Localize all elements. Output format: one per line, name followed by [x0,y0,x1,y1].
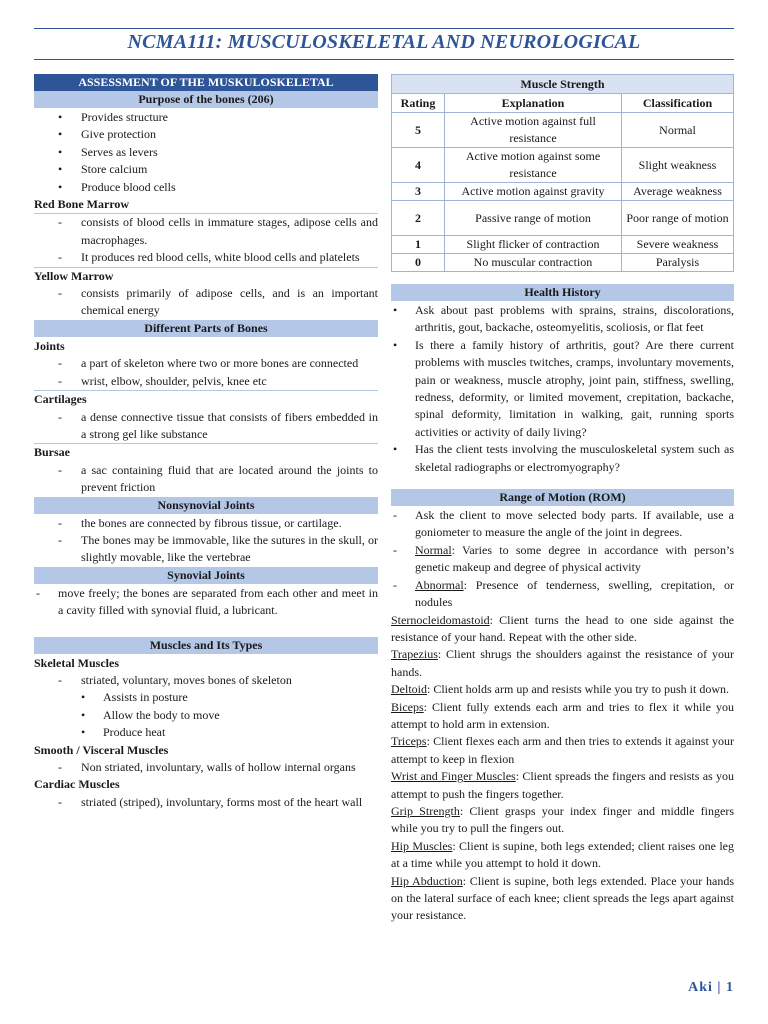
list-item [391,542,734,577]
test-paragraph [391,838,734,873]
test-text: : Client turns the head to one side against the resistance of your hand. Repeat with the other side. [391,612,734,644]
table-row [392,236,734,254]
table-row [392,183,734,201]
list-item: • Is there a family history of arthritis, gout? Are there current problems with muscles twitches, cramps, involuntary movements, pain or weakness, muscle atrophy, joint pain, stiffness, swelling, redness, deformity, or limited movement, crepitation, backache, spinal deformity, limitation in walking, gait, running sports activities or activity of daily living? [391,337,734,441]
heading-skeletal-muscles: Skeletal Muscles [34,655,119,670]
test-text: : Client is supine, both legs extended. Place your hands on the lateral surface of each knee; client spreads the legs apart against your resistance. [391,873,734,923]
left-column [34,74,378,811]
list-item: - a sac containing fluid that are located around the joints to prevent friction [34,462,378,497]
list-item: • Assists in posture [34,689,378,706]
spacer [34,620,378,637]
section-header-nonsynovial: Nonsynovial Joints [34,497,378,515]
right-column [391,74,734,925]
list-item: - consists primarily of adipose cells, and is an important chemical energy [34,285,378,320]
heading-cardiac-muscles: Cardiac Muscles [34,777,120,792]
list-item: - Ask the client to move selected body parts. If available, use a goniometer to measure the angle of the joint in degrees. [391,507,734,542]
list-item: - a part of skeleton where two or more bones are connected [34,355,378,372]
heading-joints: Joints [34,338,65,353]
list-item: • Has the client tests involving the musculoskeletal system such as skeletal radiographs or electromyography? [391,441,734,476]
rom-normal-label: Normal [415,542,452,557]
table-row [392,254,734,272]
test-text: : Client flexes each arm and then tries to extends it against your attempt to keep in flexion [391,734,734,766]
list-item: - It produces red blood cells, white blood cells and platelets [34,249,378,267]
test-paragraph [391,612,734,647]
list-item: • Ask about past problems with sprains, strains, discolorations, arthritis, gout, backache, osteomyelitis, scoliosis, or flat feet [391,302,734,337]
table-cell: No muscular contraction [445,254,622,272]
table-cell: Active motion against some resistance [445,148,622,183]
section-header-assessment: ASSESSMENT OF THE MUSKULOSKELETAL [34,74,378,91]
heading-cartilages: Cartilages [34,392,87,407]
spacer [391,476,734,489]
test-label: Trapezius [391,647,438,662]
muscle-strength-table [391,74,734,272]
table-cell: 4 [392,148,445,183]
test-paragraph [391,699,734,734]
table-header: Explanation [445,94,622,113]
table-cell: Normal [622,113,734,148]
table-cell: 1 [392,236,445,254]
top-rule [34,28,734,29]
table-cell: Average weakness [622,183,734,201]
list-item: - consists of blood cells in immature stages, adipose cells and macrophages. [34,214,378,249]
test-label: Sternocleidomastoid [391,612,490,627]
table-cell: 5 [392,113,445,148]
test-label: Deltoid [391,682,427,697]
spacer [391,272,734,284]
table-cell: Poor range of motion [622,201,734,236]
test-label: Biceps [391,699,424,714]
section-header-parts: Different Parts of Bones [34,320,378,338]
table-cell: Paralysis [622,254,734,272]
table-cell: 3 [392,183,445,201]
heading-smooth-muscles: Smooth / Visceral Muscles [34,742,169,757]
section-header-rom: Range of Motion (ROM) [391,489,734,507]
table-cell: Active motion against gravity [445,183,622,201]
table-cell: Severe weakness [622,236,734,254]
test-label: Hip Abduction [391,873,463,888]
table-cell: 0 [392,254,445,272]
table-header: Classification [622,94,734,113]
table-cell: Slight flicker of contraction [445,236,622,254]
test-label: Wrist and Finger Muscles [391,769,516,784]
list-item: - The bones may be immovable, like the sutures in the skull, or slightly movable, like the vertebrae [34,532,378,567]
page-footer: Aki | 1 [688,980,734,995]
test-paragraph [391,646,734,681]
table-cell: Passive range of motion [445,201,622,236]
list-item: • Produce blood cells [34,179,378,196]
test-text: : Client is supine, both legs extended; client raises one leg at a time while you attempt to hold it down. [391,838,734,871]
section-header-purpose: Purpose of the bones (206) [34,91,378,109]
list-item: • Provides structure [34,109,378,126]
table-caption: Muscle Strength [392,75,734,94]
test-label: Grip Strength [391,803,460,818]
table-cell: 2 [392,201,445,236]
list-item: - Non striated, involuntary, walls of hollow internal organs [34,759,378,776]
section-header-health-history: Health History [391,284,734,302]
test-text: : Client fully extends each arm and tries to flex it while you attempt to hold arm in extension. [391,699,734,731]
list-item: - a dense connective tissue that consists of fibers embedded in a strong gel like substance [34,409,378,445]
test-text: : Client spreads the fingers and resists as you attempt to push the fingers together. [391,769,734,801]
heading-red-bone-marrow: Red Bone Marrow [34,196,378,214]
test-paragraph [391,803,734,838]
list-item: • Allow the body to move [34,707,378,724]
test-text: : Client shrugs the shoulders against the resistance of your hands. [391,647,734,679]
test-paragraph [391,733,734,768]
table-cell: Active motion against full resistance [445,113,622,148]
title-underline [34,59,734,60]
test-label: Triceps [391,734,427,749]
table-row [392,113,734,148]
document-title: NCMA111: MUSCULOSKELETAL AND NEUROLOGICAL [127,31,641,53]
list-item: • Serves as levers [34,144,378,161]
test-text: : Client grasps your index finger and middle fingers while you try to pull the fingers out. [391,803,734,836]
rom-abnormal-text: : Presence of tenderness, swelling, crepitation, or nodules [415,577,734,610]
test-paragraph [391,768,734,803]
list-item: - the bones are connected by fibrous tissue, or cartilage. [34,515,378,532]
rom-abnormal-label: Abnormal [415,577,464,592]
list-item: • Produce heat [34,724,378,741]
rom-normal-text: : Varies to some degree in accordance with person’s genetic makeup and degree of physical activity [415,542,734,575]
test-text: : Client holds arm up and resists while you try to push it down. [427,682,729,697]
list-item: • Store calcium [34,161,378,178]
table-row [392,201,734,236]
list-item: - striated (striped), involuntary, forms most of the heart wall [34,794,378,811]
list-item: - move freely; the bones are separated from each other and meet in a cavity filled with synovial fluid, a lubricant. [34,585,378,620]
list-item: - wrist, elbow, shoulder, pelvis, knee etc [34,373,378,391]
table-header: Rating [392,94,445,113]
table-row [392,148,734,183]
section-header-muscles: Muscles and Its Types [34,637,378,655]
heading-bursae: Bursae [34,445,70,460]
list-item: • Give protection [34,126,378,143]
list-item [391,577,734,612]
purpose-list [34,109,378,196]
table-cell: Slight weakness [622,148,734,183]
test-paragraph [391,681,734,698]
list-item: - striated, voluntary, moves bones of skeleton [34,672,378,689]
section-header-synovial: Synovial Joints [34,567,378,585]
test-paragraph [391,873,734,925]
test-label: Hip Muscles [391,838,453,853]
heading-yellow-marrow: Yellow Marrow [34,268,114,283]
